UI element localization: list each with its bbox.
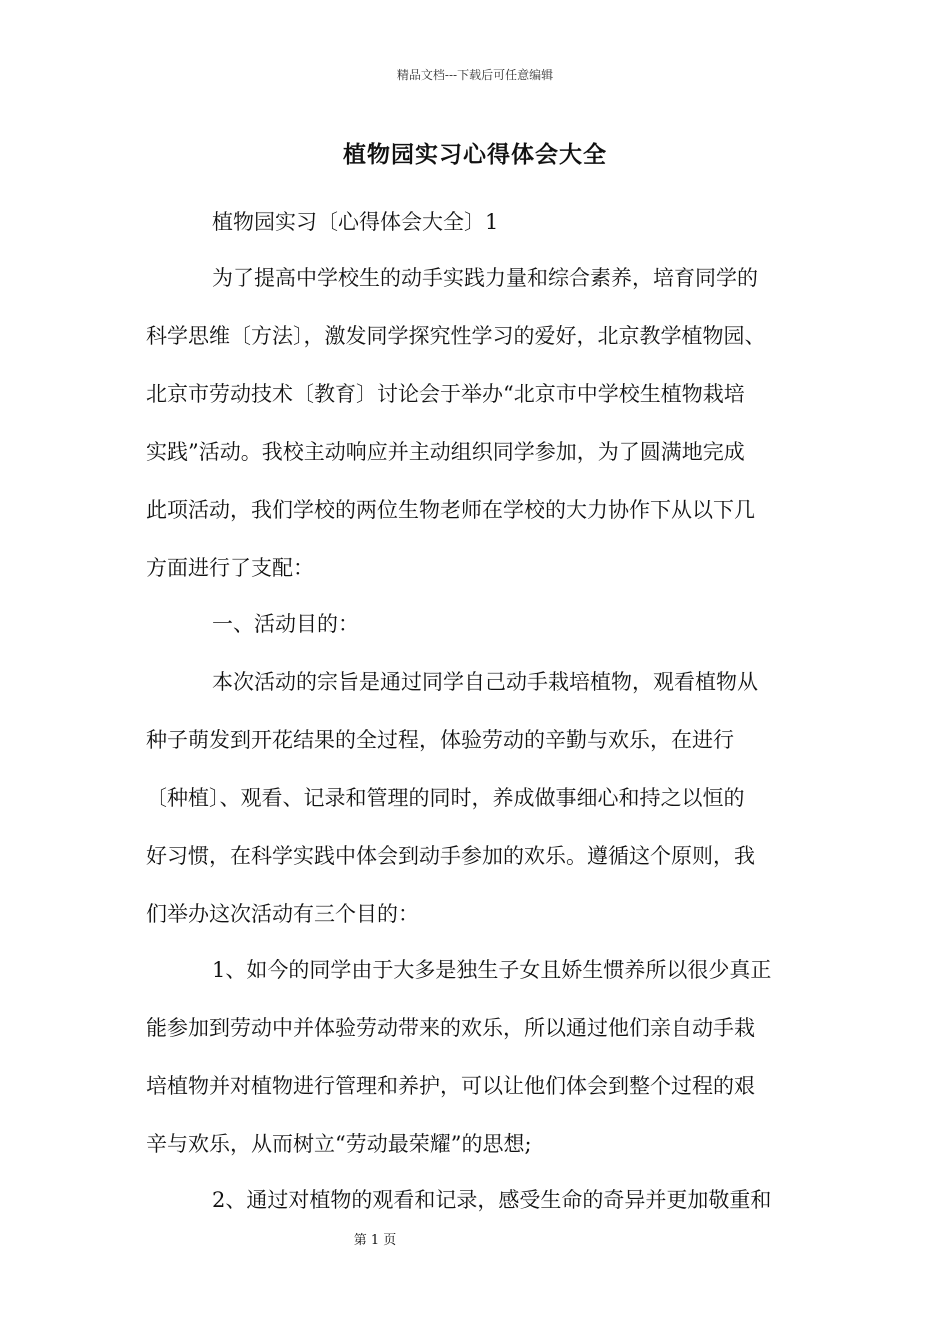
subtitle-line: 植物园实习〔心得体会大全〕1: [212, 210, 499, 234]
page-header: 精品文档---下载后可任意编辑: [396, 68, 554, 82]
paragraph-line: 实践”活动。我校主动响应并主动组织同学参加，为了圆满地完成: [146, 440, 745, 464]
paragraph-line: 本次活动的宗旨是通过同学自己动手栽培植物，观看植物从: [212, 670, 758, 694]
paragraph-line: 方面进行了支配：: [146, 556, 314, 580]
paragraph-line: 能参加到劳动中并体验劳动带来的欢乐，所以通过他们亲自动手栽: [146, 1016, 755, 1040]
paragraph-line: 为了提高中学校生的动手实践力量和综合素养，培育同学的: [212, 266, 758, 290]
paragraph-line: 〔种植〕、观看、记录和管理的同时，养成做事细心和持之以恒的: [146, 786, 745, 810]
paragraph-line: 此项活动，我们学校的两位生物老师在学校的大力协作下从以下几: [146, 498, 755, 522]
section-heading: 一、活动目的：: [212, 612, 359, 636]
paragraph-line: 科学思维〔方法〕，激发同学探究性学习的爱好，北京教学植物园、: [146, 324, 766, 348]
paragraph-line: 北京市劳动技术〔教育〕讨论会于举办“北京市中学校生植物栽培: [146, 382, 745, 406]
list-item-line: 1、如今的同学由于大多是独生子女且娇生惯养所以很少真正: [212, 958, 772, 982]
paragraph-line: 种子萌发到开花结果的全过程，体验劳动的辛勤与欢乐，在进行: [146, 728, 734, 752]
paragraph-line: 辛与欢乐，从而树立“劳动最荣耀”的思想;: [146, 1132, 532, 1156]
page-number: 第 1 页: [353, 1233, 397, 1248]
paragraph-line: 培植物并对植物进行管理和养护，可以让他们体会到整个过程的艰: [146, 1074, 755, 1098]
paragraph-line: 好习惯，在科学实践中体会到动手参加的欢乐。遵循这个原则，我: [146, 844, 755, 868]
document-title: 植物园实习心得体会大全: [343, 141, 607, 168]
paragraph-line: 们举办这次活动有三个目的：: [146, 902, 419, 926]
list-item-line: 2、通过对植物的观看和记录，感受生命的奇异并更加敬重和: [212, 1188, 772, 1212]
